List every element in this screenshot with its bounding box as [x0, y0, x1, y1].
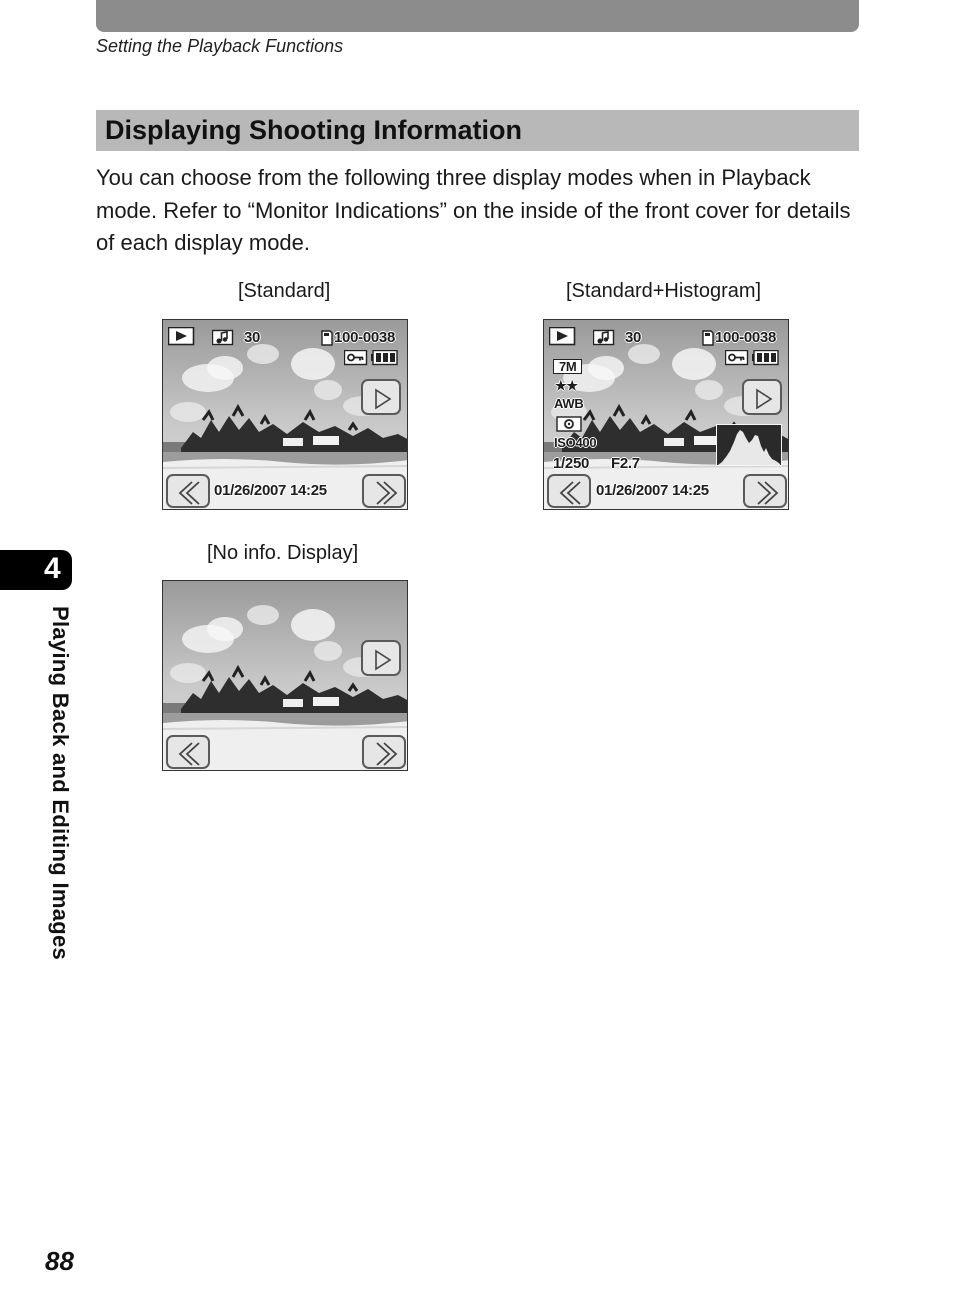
- battery-icon: [371, 350, 399, 366]
- protect-key-icon: [725, 350, 749, 366]
- next-arrow-icon: [364, 737, 408, 771]
- play-button-icon: [744, 381, 784, 417]
- chapter-number: 4: [44, 552, 61, 585]
- quality-stars: ★★: [555, 378, 578, 393]
- date-time: 01/26/2007 14:25: [214, 482, 327, 499]
- next-arrow-icon: [364, 476, 408, 510]
- section-heading-bar: [96, 110, 859, 151]
- voice-memo-icon: [593, 329, 615, 346]
- running-header: Setting the Playback Functions: [96, 36, 344, 56]
- shutter-speed: 1/250: [553, 455, 590, 472]
- screen-no-info: [162, 580, 408, 771]
- play-button-icon: [363, 381, 403, 417]
- screen-standard-histogram: [543, 319, 789, 510]
- memory-card-icon: [321, 330, 333, 346]
- next-button[interactable]: [362, 735, 406, 769]
- frames-count: 30: [244, 329, 261, 346]
- previous-arrow-icon: [168, 737, 212, 771]
- section-title: Displaying Shooting Information: [105, 115, 522, 145]
- iso-value: ISO400: [554, 435, 597, 450]
- folder-file-number: 100-0038: [334, 329, 395, 346]
- resolution-badge: 7M: [553, 359, 582, 374]
- page-number: 88: [45, 1246, 74, 1276]
- caption-standard: [Standard]: [238, 280, 331, 302]
- previous-arrow-icon: [549, 476, 593, 510]
- memory-card-icon: [702, 330, 714, 346]
- caption-standard-histogram: [Standard+Histogram]: [566, 280, 762, 302]
- chapter-tab: [0, 550, 72, 590]
- previous-arrow-icon: [168, 476, 212, 510]
- date-time: 01/26/2007 14:25: [596, 482, 709, 499]
- top-header-bar: [96, 0, 859, 32]
- previous-button[interactable]: [547, 474, 591, 508]
- screen-standard: [162, 319, 408, 510]
- chapter-title: Playing Back and Editing Images: [48, 606, 73, 961]
- voice-memo-icon: [212, 329, 234, 346]
- caption-no-info: [No info. Display]: [207, 542, 359, 564]
- play-button[interactable]: [361, 640, 401, 676]
- aperture-value: F2.7: [611, 455, 640, 472]
- frames-count: 30: [625, 329, 642, 346]
- playback-icon: [168, 327, 195, 346]
- next-button[interactable]: [743, 474, 787, 508]
- play-button[interactable]: [361, 379, 401, 415]
- previous-button[interactable]: [166, 735, 210, 769]
- play-button-icon: [363, 642, 403, 678]
- playback-icon: [549, 327, 576, 346]
- metering-icon: [556, 416, 582, 432]
- histogram-graph: [716, 424, 782, 466]
- next-arrow-icon: [745, 476, 789, 510]
- previous-button[interactable]: [166, 474, 210, 508]
- protect-key-icon: [344, 350, 368, 366]
- folder-file-number: 100-0038: [715, 329, 776, 346]
- play-button[interactable]: [742, 379, 782, 415]
- white-balance: AWB: [554, 396, 584, 411]
- intro-paragraph: You can choose from the following three display modes when in Playback mode. Refer to “Monitor Indications” on the inside of the front cover for details of each display mode.: [96, 165, 851, 255]
- battery-icon: [752, 350, 780, 366]
- next-button[interactable]: [362, 474, 406, 508]
